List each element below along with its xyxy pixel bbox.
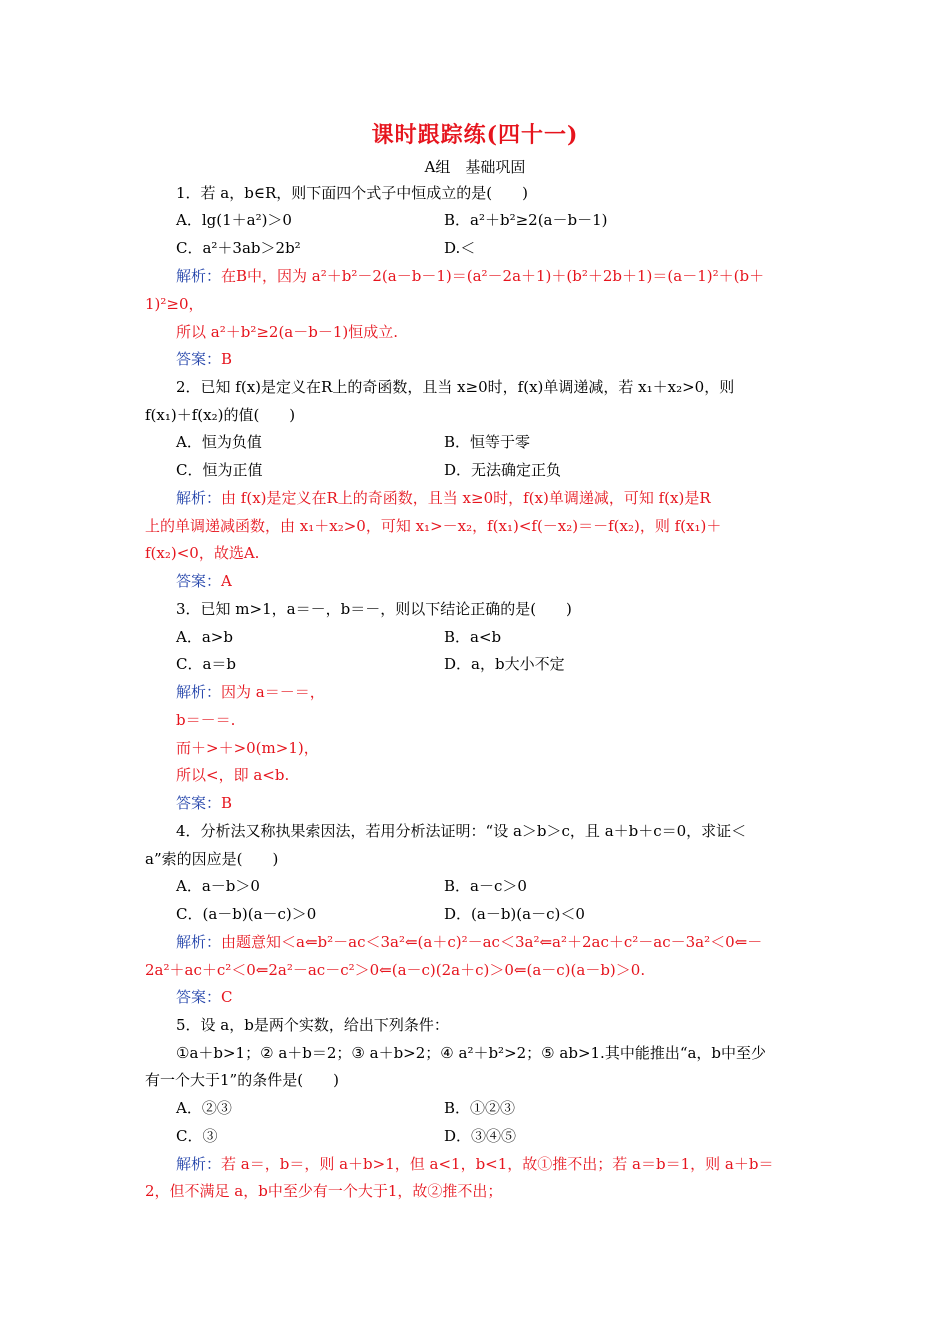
- q2-option-c: C．恒为正值: [176, 461, 263, 479]
- q3-answer: B: [221, 794, 233, 812]
- q5-option-a: A．②③: [176, 1099, 232, 1117]
- q5-solution-text: 若 a＝，b＝，则 a＋b>1，但 a<1，b<1，故①推不出；若 a＝b＝1，则 a＋b＝: [221, 1155, 774, 1173]
- q3-answer-line: [176, 793, 232, 813]
- q3-solution-text-3: 而＋>＋>0(m>1)，: [176, 739, 319, 757]
- q4-answer-line: [176, 987, 233, 1007]
- q5-option-b: B．①②③: [444, 1099, 516, 1117]
- q4-option-d: D．(a－b)(a－c)＜0: [444, 905, 585, 923]
- q1-option-c: C．a²＋3ab＞2b²: [176, 239, 301, 257]
- q5-stem-3: 有一个大于1”的条件是( ): [145, 1071, 339, 1089]
- solution-label: 解析：: [176, 933, 222, 951]
- q1-option-b: B．a²＋b²≥2(a－b－1): [444, 211, 608, 229]
- q2-stem-2: f(x₁)＋f(x₂)的值( ): [145, 406, 296, 424]
- q1-option-a: A．lg(1＋a²)＞0: [176, 211, 292, 229]
- q1-option-d: D.＜: [444, 239, 476, 257]
- q4-option-a: A．a－b＞0: [176, 877, 260, 895]
- q3-solution-text-4: 所以<，即 a<b.: [176, 766, 290, 784]
- q4-solution-text-2: 2a²＋ac＋c²＜0⇐2a²－ac－c²＞0⇐(a－c)(2a＋c)＞0⇐(a－c)(a－b)＞0.: [145, 961, 646, 979]
- q1-solution-text-3: 所以 a²＋b²≥2(a－b－1)恒成立.: [176, 323, 399, 341]
- q1-stem: 1．若 a，b∈R，则下面四个式子中恒成立的是( ): [176, 184, 528, 202]
- q2-solution-text-2: 上的单调递减函数，由 x₁＋x₂>0，可知 x₁>－x₂，f(x₁)<f(－x₂)＝－f(x₂)，则 f(x₁)＋: [145, 517, 722, 535]
- q1-answer: B: [221, 350, 233, 368]
- q4-stem: 4．分析法又称执果索因法，若用分析法证明：“设 a＞b＞c，且 a＋b＋c＝0，求证＜: [176, 822, 747, 840]
- q2-option-b: B．恒等于零: [444, 433, 531, 451]
- q5-solution-text-2: 2，但不满足 a，b中至少有一个大于1，故②推不出；: [145, 1182, 503, 1200]
- q2-solution-text: 由 f(x)是定义在R上的奇函数，且当 x≥0时，f(x)单调递减，可知 f(x)是R: [221, 489, 711, 507]
- q3-solution-text-2: b＝－＝.: [176, 711, 236, 729]
- q2-stem: 2．已知 f(x)是定义在R上的奇函数，且当 x≥0时，f(x)单调递减，若 x₁＋x₂>0，则: [176, 378, 735, 396]
- solution-label: 解析：: [176, 267, 222, 285]
- section-subtitle: A组 基础巩固: [424, 158, 526, 176]
- q4-solution-text: 由题意知＜a⇐b²－ac＜3a²⇐(a＋c)²－ac＜3a²⇐a²＋2ac＋c²－ac－3a²＜0⇐－: [221, 933, 763, 951]
- answer-label: 答案：: [176, 572, 222, 590]
- q5-solution-line: [176, 1154, 773, 1174]
- solution-label: 解析：: [176, 683, 222, 701]
- q4-stem-2: a”索的因应是( ): [145, 850, 279, 868]
- q5-stem-2: ①a＋b>1；② a＋b＝2；③ a＋b>2；④ a²＋b²>2；⑤ ab>1.其中能推出“a，b中至少: [176, 1044, 767, 1062]
- q3-stem: 3．已知 m>1，a＝－，b＝－，则以下结论正确的是( ): [176, 600, 572, 618]
- answer-label: 答案：: [176, 988, 222, 1006]
- q2-option-a: A．恒为负值: [176, 433, 262, 451]
- q3-option-c: C．a＝b: [176, 655, 237, 673]
- q4-answer: C: [221, 988, 233, 1006]
- q2-answer: A: [221, 572, 232, 590]
- solution-label: 解析：: [176, 489, 222, 507]
- q4-option-c: C．(a－b)(a－c)＞0: [176, 905, 317, 923]
- q4-option-b: B．a－c＞0: [444, 877, 527, 895]
- q1-solution-text: 在B中，因为 a²＋b²－2(a－b－1)＝(a²－2a＋1)＋(b²＋2b＋1)＝(a－1)²＋(b＋: [221, 267, 765, 285]
- q2-solution-line: [176, 488, 711, 508]
- q3-option-b: B．a<b: [444, 628, 502, 646]
- q1-answer-line: [176, 349, 232, 369]
- answer-label: 答案：: [176, 350, 222, 368]
- q3-option-d: D．a，b大小不定: [444, 655, 565, 673]
- q3-option-a: A．a>b: [176, 628, 233, 646]
- q5-option-d: D．③④⑤: [444, 1127, 517, 1145]
- q5-stem: 5．设 a，b是两个实数，给出下列条件：: [176, 1016, 449, 1034]
- q1-solution-line: [176, 266, 764, 286]
- q1-solution-text-2: 1)²≥0，: [145, 295, 204, 313]
- q3-solution-line: [176, 682, 325, 702]
- q2-answer-line: [176, 571, 232, 591]
- q4-solution-line: [176, 932, 762, 952]
- q2-option-d: D．无法确定正负: [444, 461, 562, 479]
- q2-solution-text-3: f(x₂)<0，故选A.: [145, 544, 260, 562]
- q5-option-c: C．③: [176, 1127, 218, 1145]
- page-title: 课时跟踪练(四十一): [371, 122, 579, 148]
- solution-label: 解析：: [176, 1155, 222, 1173]
- q3-solution-text: 因为 a＝－＝，: [221, 683, 325, 701]
- answer-label: 答案：: [176, 794, 222, 812]
